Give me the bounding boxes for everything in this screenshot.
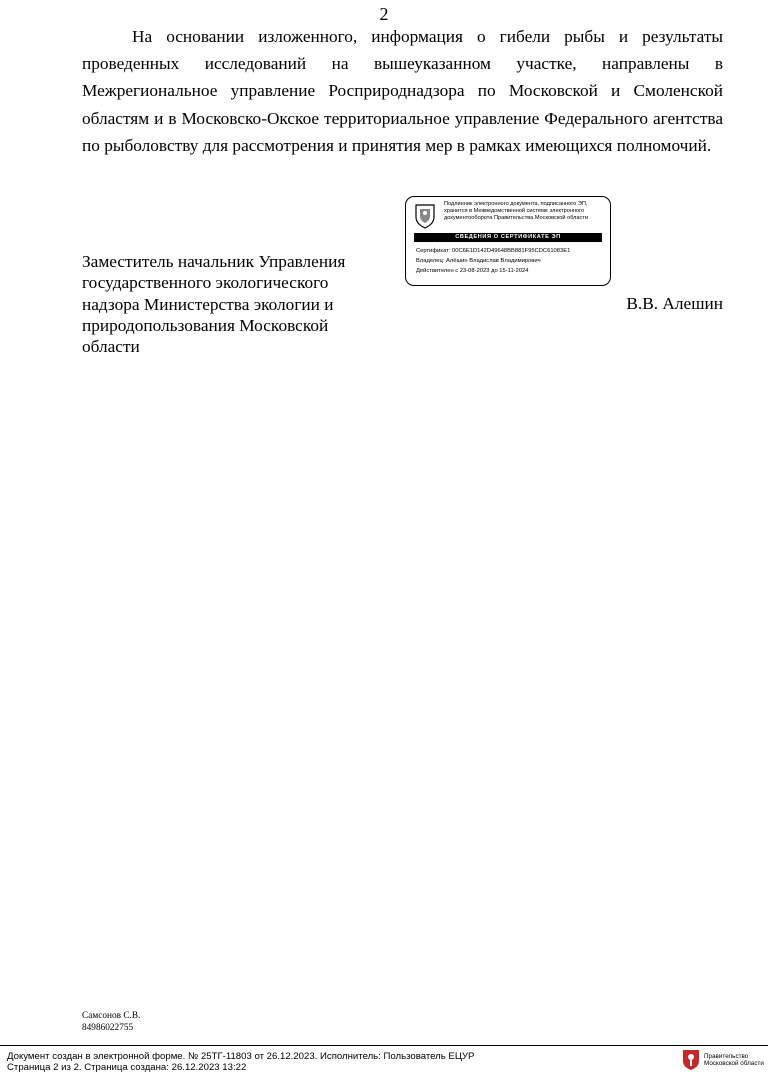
stamp-header-line: документооборота Правительства Московской области [444,215,589,222]
stamp-header-line: хранится в Межведомственной системе электронного [444,208,585,215]
footer-logo-line: Московской области [704,1060,764,1068]
footer-page-info: Страница 2 из 2. Страница создана: 26.12.2023 13:22 [7,1062,247,1074]
footer-logo-line: Правительство [704,1053,749,1060]
stamp-header-line: Подлинник электронного документа, подписанного ЭП, [444,201,588,207]
footer-text [7,1051,474,1074]
footer-divider [0,1045,768,1046]
signer-title-line: области [82,337,140,357]
executor-name: Самсонов С.В. [82,1011,141,1021]
signer-title-line: Заместитель начальник Управления [82,252,346,271]
stamp-certificate: Сертификат: 00C6E1D142D49648BB881F95CDC61083E1 [416,248,571,254]
stamp-validity: Действителен с 23-08-2023 до 15-11-2024 [416,268,529,274]
stamp-certificate-bar: СВЕДЕНИЯ О СЕРТИФИКАТЕ ЭП [414,233,602,242]
body-paragraph: На основании изложенного, информация о гибели рыбы и результаты проведенных исследований на вышеуказанном участке, направлены в Межрегиональное управление Росприроднадзора по Московской и Смоленской областям и в Московско-Окское территориальное управление Федерального агентства по рыболовству для рассмотрения и принятия мер в рамках имеющихся полномочий. [82,27,723,155]
stamp-owner: Владелец: Алёшин Владислав Владимирович [416,258,541,264]
signer-title-line: государственного экологического [82,273,329,293]
page-number: 2 [379,4,389,24]
footer-document-info: Документ создан в электронной форме. № 25ТГ-11803 от 26.12.2023. Исполнитель: Пользователь ЕЦУР [7,1051,475,1062]
coat-of-arms-icon [414,203,436,229]
footer-logo-text [704,1053,764,1068]
executor-info [82,1011,140,1034]
moscow-region-emblem-icon [682,1049,700,1071]
signer-name: В.В. Алешин [626,294,723,313]
executor-phone: 84986022755 [82,1022,134,1033]
signer-title-line: надзора Министерства экологии и [82,294,334,314]
stamp-header [444,201,608,223]
electronic-signature-stamp [405,196,611,286]
signer-title [82,251,382,357]
signer-title-line: природопользования Московской [82,315,329,335]
